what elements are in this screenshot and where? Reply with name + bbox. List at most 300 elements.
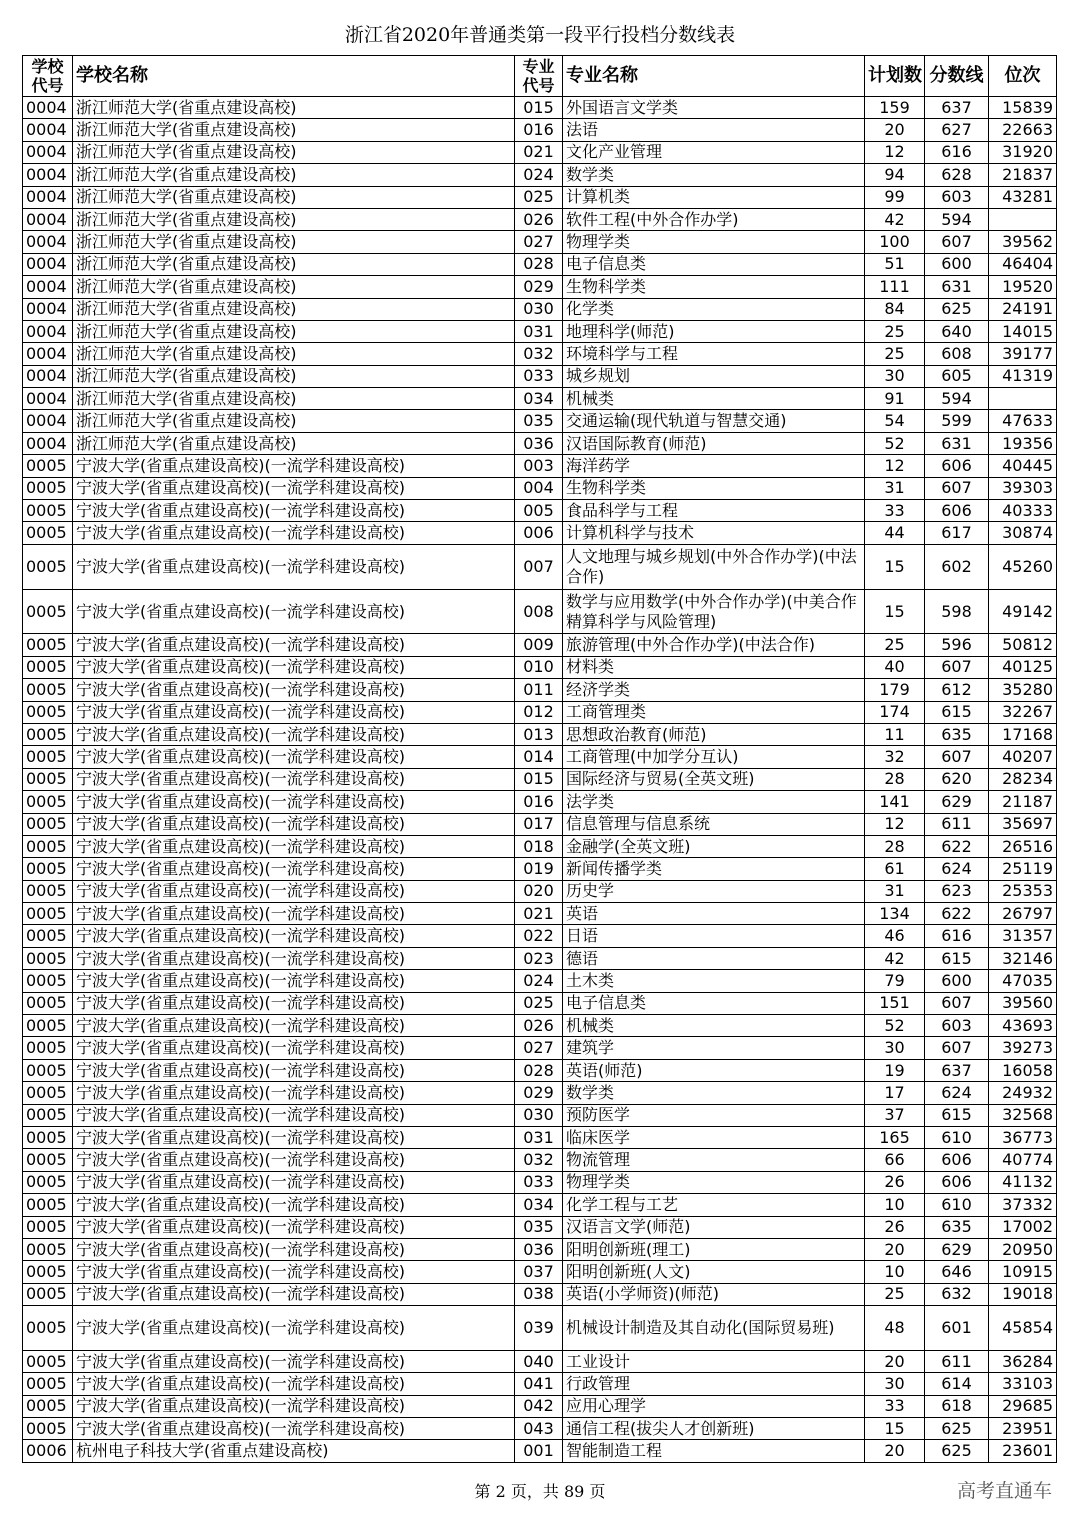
major-name-cell: 英语(师范) xyxy=(563,1059,865,1081)
score-cell: 622 xyxy=(925,903,989,925)
table-row xyxy=(23,1082,1057,1104)
major-name-cell: 工商管理(中加学分互认) xyxy=(563,746,865,768)
table-row xyxy=(23,141,1057,163)
school-code-cell: 0005 xyxy=(23,880,73,902)
rank-cell: 45260 xyxy=(989,544,1057,589)
school-name-cell: 宁波大学(省重点建设高校)(一流学科建设高校) xyxy=(73,1283,515,1305)
score-cell: 625 xyxy=(925,1440,989,1462)
school-name-cell: 宁波大学(省重点建设高校)(一流学科建设高校) xyxy=(73,544,515,589)
major-code-cell: 007 xyxy=(515,544,563,589)
table-row xyxy=(23,634,1057,656)
table-row xyxy=(23,1306,1057,1351)
score-cell: 629 xyxy=(925,791,989,813)
school-code-cell: 0005 xyxy=(23,1015,73,1037)
rank-cell: 43693 xyxy=(989,1015,1057,1037)
table-header-row xyxy=(23,56,1057,97)
school-name-cell: 宁波大学(省重点建设高校)(一流学科建设高校) xyxy=(73,500,515,522)
school-code-cell: 0004 xyxy=(23,97,73,119)
major-code-cell: 026 xyxy=(515,1015,563,1037)
table-row xyxy=(23,1194,1057,1216)
major-code-cell: 037 xyxy=(515,1261,563,1283)
table-row xyxy=(23,813,1057,835)
major-code-cell: 033 xyxy=(515,365,563,387)
plan-cell: 159 xyxy=(865,97,925,119)
school-code-cell: 0004 xyxy=(23,298,73,320)
major-name-cell: 数学类 xyxy=(563,1082,865,1104)
page-title: 浙江省2020年普通类第一段平行投档分数线表 xyxy=(344,24,736,46)
score-cell: 629 xyxy=(925,1238,989,1260)
major-name-cell: 历史学 xyxy=(563,880,865,902)
rank-cell: 24932 xyxy=(989,1082,1057,1104)
table-row xyxy=(23,947,1057,969)
major-code-cell: 006 xyxy=(515,522,563,544)
major-code-cell: 015 xyxy=(515,97,563,119)
table-row xyxy=(23,477,1057,499)
table-row xyxy=(23,208,1057,230)
school-code-cell: 0005 xyxy=(23,1171,73,1193)
plan-cell: 15 xyxy=(865,589,925,634)
rank-cell: 39562 xyxy=(989,231,1057,253)
major-name-cell: 机械类 xyxy=(563,388,865,410)
score-cell: 594 xyxy=(925,208,989,230)
score-cell: 612 xyxy=(925,679,989,701)
header-score: 分数线 xyxy=(925,56,989,97)
rank-cell: 40445 xyxy=(989,455,1057,477)
rank-cell: 23951 xyxy=(989,1418,1057,1440)
major-name-cell: 海洋药学 xyxy=(563,455,865,477)
score-cell: 615 xyxy=(925,1104,989,1126)
score-cell: 607 xyxy=(925,231,989,253)
plan-cell: 48 xyxy=(865,1306,925,1351)
school-code-cell: 0004 xyxy=(23,276,73,298)
score-cell: 618 xyxy=(925,1395,989,1417)
table-row xyxy=(23,1440,1057,1462)
table-row xyxy=(23,835,1057,857)
school-code-cell: 0005 xyxy=(23,768,73,790)
rank-cell: 39273 xyxy=(989,1037,1057,1059)
rank-cell: 15839 xyxy=(989,97,1057,119)
table-row xyxy=(23,231,1057,253)
table-row xyxy=(23,723,1057,745)
score-cell: 605 xyxy=(925,365,989,387)
major-name-cell: 软件工程(中外合作办学) xyxy=(563,208,865,230)
rank-cell: 41132 xyxy=(989,1171,1057,1193)
rank-cell: 16058 xyxy=(989,1059,1057,1081)
school-name-cell: 宁波大学(省重点建设高校)(一流学科建设高校) xyxy=(73,1261,515,1283)
table-row xyxy=(23,679,1057,701)
major-name-cell: 物流管理 xyxy=(563,1149,865,1171)
plan-cell: 51 xyxy=(865,253,925,275)
school-code-cell: 0005 xyxy=(23,701,73,723)
school-name-cell: 宁波大学(省重点建设高校)(一流学科建设高校) xyxy=(73,1015,515,1037)
plan-cell: 46 xyxy=(865,925,925,947)
plan-cell: 40 xyxy=(865,656,925,678)
plan-cell: 52 xyxy=(865,432,925,454)
plan-cell: 19 xyxy=(865,1059,925,1081)
plan-cell: 165 xyxy=(865,1127,925,1149)
major-name-cell: 机械设计制造及其自动化(国际贸易班) xyxy=(563,1306,865,1351)
school-code-cell: 0005 xyxy=(23,656,73,678)
table-row xyxy=(23,253,1057,275)
plan-cell: 100 xyxy=(865,231,925,253)
major-name-cell: 法语 xyxy=(563,119,865,141)
score-cell: 616 xyxy=(925,925,989,947)
score-cell: 600 xyxy=(925,253,989,275)
rank-cell: 40333 xyxy=(989,500,1057,522)
score-cell: 610 xyxy=(925,1127,989,1149)
school-code-cell: 0005 xyxy=(23,455,73,477)
school-code-cell: 0005 xyxy=(23,1418,73,1440)
major-name-cell: 食品科学与工程 xyxy=(563,500,865,522)
school-name-cell: 浙江师范大学(省重点建设高校) xyxy=(73,97,515,119)
major-code-cell: 023 xyxy=(515,947,563,969)
school-code-cell: 0005 xyxy=(23,1238,73,1260)
school-name-cell: 宁波大学(省重点建设高校)(一流学科建设高校) xyxy=(73,1373,515,1395)
plan-cell: 33 xyxy=(865,1395,925,1417)
plan-cell: 25 xyxy=(865,320,925,342)
rank-cell: 17168 xyxy=(989,723,1057,745)
table-row xyxy=(23,298,1057,320)
score-cell: 598 xyxy=(925,589,989,634)
school-name-cell: 宁波大学(省重点建设高校)(一流学科建设高校) xyxy=(73,1059,515,1081)
table-row xyxy=(23,858,1057,880)
school-name-cell: 宁波大学(省重点建设高校)(一流学科建设高校) xyxy=(73,903,515,925)
plan-cell: 33 xyxy=(865,500,925,522)
score-cell: 637 xyxy=(925,97,989,119)
score-cell: 606 xyxy=(925,1171,989,1193)
major-name-cell: 数学与应用数学(中外合作办学)(中美合作精算科学与风险管理) xyxy=(563,589,865,634)
table-row xyxy=(23,1350,1057,1372)
score-cell: 637 xyxy=(925,1059,989,1081)
school-code-cell: 0005 xyxy=(23,1373,73,1395)
table-row xyxy=(23,1104,1057,1126)
school-name-cell: 宁波大学(省重点建设高校)(一流学科建设高校) xyxy=(73,522,515,544)
rank-cell: 41319 xyxy=(989,365,1057,387)
school-code-cell: 0006 xyxy=(23,1440,73,1462)
table-row xyxy=(23,97,1057,119)
school-code-cell: 0004 xyxy=(23,208,73,230)
school-name-cell: 宁波大学(省重点建设高校)(一流学科建设高校) xyxy=(73,768,515,790)
major-name-cell: 预防医学 xyxy=(563,1104,865,1126)
table-row xyxy=(23,1059,1057,1081)
rank-cell: 49142 xyxy=(989,589,1057,634)
major-code-cell: 009 xyxy=(515,634,563,656)
rank-cell: 36284 xyxy=(989,1350,1057,1372)
major-code-cell: 034 xyxy=(515,1194,563,1216)
plan-cell: 99 xyxy=(865,186,925,208)
school-name-cell: 宁波大学(省重点建设高校)(一流学科建设高校) xyxy=(73,947,515,969)
school-code-cell: 0005 xyxy=(23,477,73,499)
plan-cell: 151 xyxy=(865,992,925,1014)
major-name-cell: 物理学类 xyxy=(563,1171,865,1193)
school-name-cell: 浙江师范大学(省重点建设高校) xyxy=(73,119,515,141)
score-cell: 623 xyxy=(925,880,989,902)
major-name-cell: 生物科学类 xyxy=(563,477,865,499)
score-cell: 625 xyxy=(925,1418,989,1440)
table-row xyxy=(23,768,1057,790)
major-name-cell: 经济学类 xyxy=(563,679,865,701)
major-code-cell: 021 xyxy=(515,903,563,925)
major-name-cell: 土木类 xyxy=(563,970,865,992)
plan-cell: 66 xyxy=(865,1149,925,1171)
score-cell: 607 xyxy=(925,477,989,499)
school-code-cell: 0005 xyxy=(23,634,73,656)
school-name-cell: 宁波大学(省重点建设高校)(一流学科建设高校) xyxy=(73,1238,515,1260)
score-cell: 624 xyxy=(925,1082,989,1104)
major-name-cell: 地理科学(师范) xyxy=(563,320,865,342)
major-code-cell: 016 xyxy=(515,791,563,813)
major-code-cell: 039 xyxy=(515,1306,563,1351)
plan-cell: 30 xyxy=(865,1373,925,1395)
major-code-cell: 030 xyxy=(515,1104,563,1126)
major-name-cell: 外国语言文学类 xyxy=(563,97,865,119)
major-name-cell: 城乡规划 xyxy=(563,365,865,387)
major-code-cell: 036 xyxy=(515,1238,563,1260)
plan-cell: 25 xyxy=(865,1283,925,1305)
major-code-cell: 024 xyxy=(515,970,563,992)
major-name-cell: 新闻传播学类 xyxy=(563,858,865,880)
rank-cell: 50812 xyxy=(989,634,1057,656)
score-cell: 606 xyxy=(925,500,989,522)
plan-cell: 20 xyxy=(865,1440,925,1462)
plan-cell: 30 xyxy=(865,1037,925,1059)
rank-cell: 32267 xyxy=(989,701,1057,723)
school-name-cell: 宁波大学(省重点建设高校)(一流学科建设高校) xyxy=(73,656,515,678)
school-name-cell: 宁波大学(省重点建设高校)(一流学科建设高校) xyxy=(73,813,515,835)
school-name-cell: 宁波大学(省重点建设高校)(一流学科建设高校) xyxy=(73,679,515,701)
major-name-cell: 英语 xyxy=(563,903,865,925)
major-name-cell: 智能制造工程 xyxy=(563,1440,865,1462)
table-row xyxy=(23,500,1057,522)
score-cell: 606 xyxy=(925,455,989,477)
major-name-cell: 计算机科学与技术 xyxy=(563,522,865,544)
plan-cell: 20 xyxy=(865,1238,925,1260)
major-code-cell: 035 xyxy=(515,1216,563,1238)
table-row xyxy=(23,276,1057,298)
school-name-cell: 宁波大学(省重点建设高校)(一流学科建设高校) xyxy=(73,589,515,634)
rank-cell: 10915 xyxy=(989,1261,1057,1283)
major-name-cell: 日语 xyxy=(563,925,865,947)
major-name-cell: 生物科学类 xyxy=(563,276,865,298)
plan-cell: 11 xyxy=(865,723,925,745)
school-code-cell: 0005 xyxy=(23,589,73,634)
table-row xyxy=(23,1127,1057,1149)
school-name-cell: 宁波大学(省重点建设高校)(一流学科建设高校) xyxy=(73,1082,515,1104)
major-name-cell: 化学工程与工艺 xyxy=(563,1194,865,1216)
major-name-cell: 英语(小学师资)(师范) xyxy=(563,1283,865,1305)
major-code-cell: 019 xyxy=(515,858,563,880)
school-code-cell: 0005 xyxy=(23,1127,73,1149)
school-code-cell: 0004 xyxy=(23,343,73,365)
plan-cell: 12 xyxy=(865,141,925,163)
school-name-cell: 宁波大学(省重点建设高校)(一流学科建设高校) xyxy=(73,746,515,768)
major-code-cell: 042 xyxy=(515,1395,563,1417)
school-name-cell: 宁波大学(省重点建设高校)(一流学科建设高校) xyxy=(73,455,515,477)
table-row xyxy=(23,119,1057,141)
major-code-cell: 036 xyxy=(515,432,563,454)
major-code-cell: 011 xyxy=(515,679,563,701)
plan-cell: 111 xyxy=(865,276,925,298)
school-name-cell: 宁波大学(省重点建设高校)(一流学科建设高校) xyxy=(73,634,515,656)
score-cell: 635 xyxy=(925,723,989,745)
score-cell: 624 xyxy=(925,858,989,880)
school-name-cell: 宁波大学(省重点建设高校)(一流学科建设高校) xyxy=(73,1149,515,1171)
plan-cell: 26 xyxy=(865,1216,925,1238)
school-code-cell: 0005 xyxy=(23,835,73,857)
rank-cell: 20950 xyxy=(989,1238,1057,1260)
table-row xyxy=(23,410,1057,432)
rank-cell: 40125 xyxy=(989,656,1057,678)
school-code-cell: 0004 xyxy=(23,164,73,186)
plan-cell: 32 xyxy=(865,746,925,768)
rank-cell: 39560 xyxy=(989,992,1057,1014)
rank-cell: 25353 xyxy=(989,880,1057,902)
school-code-cell: 0005 xyxy=(23,970,73,992)
rank-cell: 32568 xyxy=(989,1104,1057,1126)
plan-cell: 84 xyxy=(865,298,925,320)
plan-cell: 179 xyxy=(865,679,925,701)
plan-cell: 31 xyxy=(865,477,925,499)
table-row xyxy=(23,432,1057,454)
plan-cell: 15 xyxy=(865,544,925,589)
major-code-cell: 018 xyxy=(515,835,563,857)
school-code-cell: 0005 xyxy=(23,813,73,835)
rank-cell: 21187 xyxy=(989,791,1057,813)
plan-cell: 91 xyxy=(865,388,925,410)
rank-cell: 31920 xyxy=(989,141,1057,163)
score-cell: 620 xyxy=(925,768,989,790)
table-row xyxy=(23,992,1057,1014)
major-code-cell: 024 xyxy=(515,164,563,186)
school-name-cell: 宁波大学(省重点建设高校)(一流学科建设高校) xyxy=(73,880,515,902)
rank-cell: 19356 xyxy=(989,432,1057,454)
score-cell: 646 xyxy=(925,1261,989,1283)
rank-cell: 21837 xyxy=(989,164,1057,186)
score-cell: 607 xyxy=(925,992,989,1014)
table-row xyxy=(23,1238,1057,1260)
rank-cell: 14015 xyxy=(989,320,1057,342)
major-name-cell: 文化产业管理 xyxy=(563,141,865,163)
school-name-cell: 浙江师范大学(省重点建设高校) xyxy=(73,432,515,454)
rank-cell: 46404 xyxy=(989,253,1057,275)
plan-cell: 28 xyxy=(865,835,925,857)
school-code-cell: 0004 xyxy=(23,410,73,432)
table-row xyxy=(23,1037,1057,1059)
rank-cell: 47633 xyxy=(989,410,1057,432)
major-code-cell: 012 xyxy=(515,701,563,723)
major-name-cell: 汉语言文学(师范) xyxy=(563,1216,865,1238)
major-code-cell: 029 xyxy=(515,276,563,298)
school-code-cell: 0005 xyxy=(23,903,73,925)
school-name-cell: 宁波大学(省重点建设高校)(一流学科建设高校) xyxy=(73,1037,515,1059)
header-plan: 计划数 xyxy=(865,56,925,97)
school-code-cell: 0004 xyxy=(23,388,73,410)
major-code-cell: 020 xyxy=(515,880,563,902)
score-cell: 596 xyxy=(925,634,989,656)
rank-cell: 19520 xyxy=(989,276,1057,298)
table-row xyxy=(23,343,1057,365)
major-code-cell: 005 xyxy=(515,500,563,522)
major-name-cell: 物理学类 xyxy=(563,231,865,253)
plan-cell: 79 xyxy=(865,970,925,992)
watermark: 高考直通车 xyxy=(956,1480,1052,1502)
header-rank: 位次 xyxy=(989,56,1057,97)
school-name-cell: 浙江师范大学(省重点建设高校) xyxy=(73,208,515,230)
school-code-cell: 0004 xyxy=(23,186,73,208)
table-row xyxy=(23,791,1057,813)
major-name-cell: 计算机类 xyxy=(563,186,865,208)
plan-cell: 25 xyxy=(865,343,925,365)
school-code-cell: 0005 xyxy=(23,1350,73,1372)
major-code-cell: 017 xyxy=(515,813,563,835)
major-code-cell: 034 xyxy=(515,388,563,410)
plan-cell: 42 xyxy=(865,208,925,230)
table-row xyxy=(23,1418,1057,1440)
major-name-cell: 思想政治教育(师范) xyxy=(563,723,865,745)
school-name-cell: 宁波大学(省重点建设高校)(一流学科建设高校) xyxy=(73,723,515,745)
table-body xyxy=(23,97,1057,1463)
rank-cell: 40774 xyxy=(989,1149,1057,1171)
major-name-cell: 汉语国际教育(师范) xyxy=(563,432,865,454)
score-cell: 611 xyxy=(925,1350,989,1372)
score-cell: 615 xyxy=(925,947,989,969)
rank-cell: 29685 xyxy=(989,1395,1057,1417)
table-row xyxy=(23,1171,1057,1193)
plan-cell: 10 xyxy=(865,1261,925,1283)
major-code-cell: 028 xyxy=(515,1059,563,1081)
major-code-cell: 022 xyxy=(515,925,563,947)
major-code-cell: 003 xyxy=(515,455,563,477)
table-row xyxy=(23,544,1057,589)
rank-cell xyxy=(989,208,1057,230)
plan-cell: 20 xyxy=(865,1350,925,1372)
plan-cell: 52 xyxy=(865,1015,925,1037)
school-code-cell: 0004 xyxy=(23,253,73,275)
school-name-cell: 宁波大学(省重点建设高校)(一流学科建设高校) xyxy=(73,1395,515,1417)
major-name-cell: 金融学(全英文班) xyxy=(563,835,865,857)
rank-cell: 40207 xyxy=(989,746,1057,768)
major-name-cell: 阳明创新班(理工) xyxy=(563,1238,865,1260)
rank-cell: 32146 xyxy=(989,947,1057,969)
school-name-cell: 杭州电子科技大学(省重点建设高校) xyxy=(73,1440,515,1462)
major-code-cell: 013 xyxy=(515,723,563,745)
rank-cell: 43281 xyxy=(989,186,1057,208)
major-code-cell: 032 xyxy=(515,343,563,365)
header-school-code: 学校代号 xyxy=(23,56,73,97)
score-cell: 627 xyxy=(925,119,989,141)
school-name-cell: 宁波大学(省重点建设高校)(一流学科建设高校) xyxy=(73,858,515,880)
major-code-cell: 015 xyxy=(515,768,563,790)
score-cell: 617 xyxy=(925,522,989,544)
rank-cell: 35280 xyxy=(989,679,1057,701)
major-code-cell: 028 xyxy=(515,253,563,275)
table-row xyxy=(23,925,1057,947)
score-cell: 614 xyxy=(925,1373,989,1395)
school-name-cell: 浙江师范大学(省重点建设高校) xyxy=(73,343,515,365)
school-name-cell: 宁波大学(省重点建设高校)(一流学科建设高校) xyxy=(73,1418,515,1440)
school-code-cell: 0005 xyxy=(23,1149,73,1171)
table-row xyxy=(23,656,1057,678)
school-name-cell: 浙江师范大学(省重点建设高校) xyxy=(73,365,515,387)
table-row xyxy=(23,1149,1057,1171)
rank-cell: 28234 xyxy=(989,768,1057,790)
score-cell: 625 xyxy=(925,298,989,320)
score-cell: 631 xyxy=(925,432,989,454)
major-code-cell: 031 xyxy=(515,1127,563,1149)
school-name-cell: 宁波大学(省重点建设高校)(一流学科建设高校) xyxy=(73,701,515,723)
school-name-cell: 浙江师范大学(省重点建设高校) xyxy=(73,298,515,320)
school-code-cell: 0005 xyxy=(23,746,73,768)
